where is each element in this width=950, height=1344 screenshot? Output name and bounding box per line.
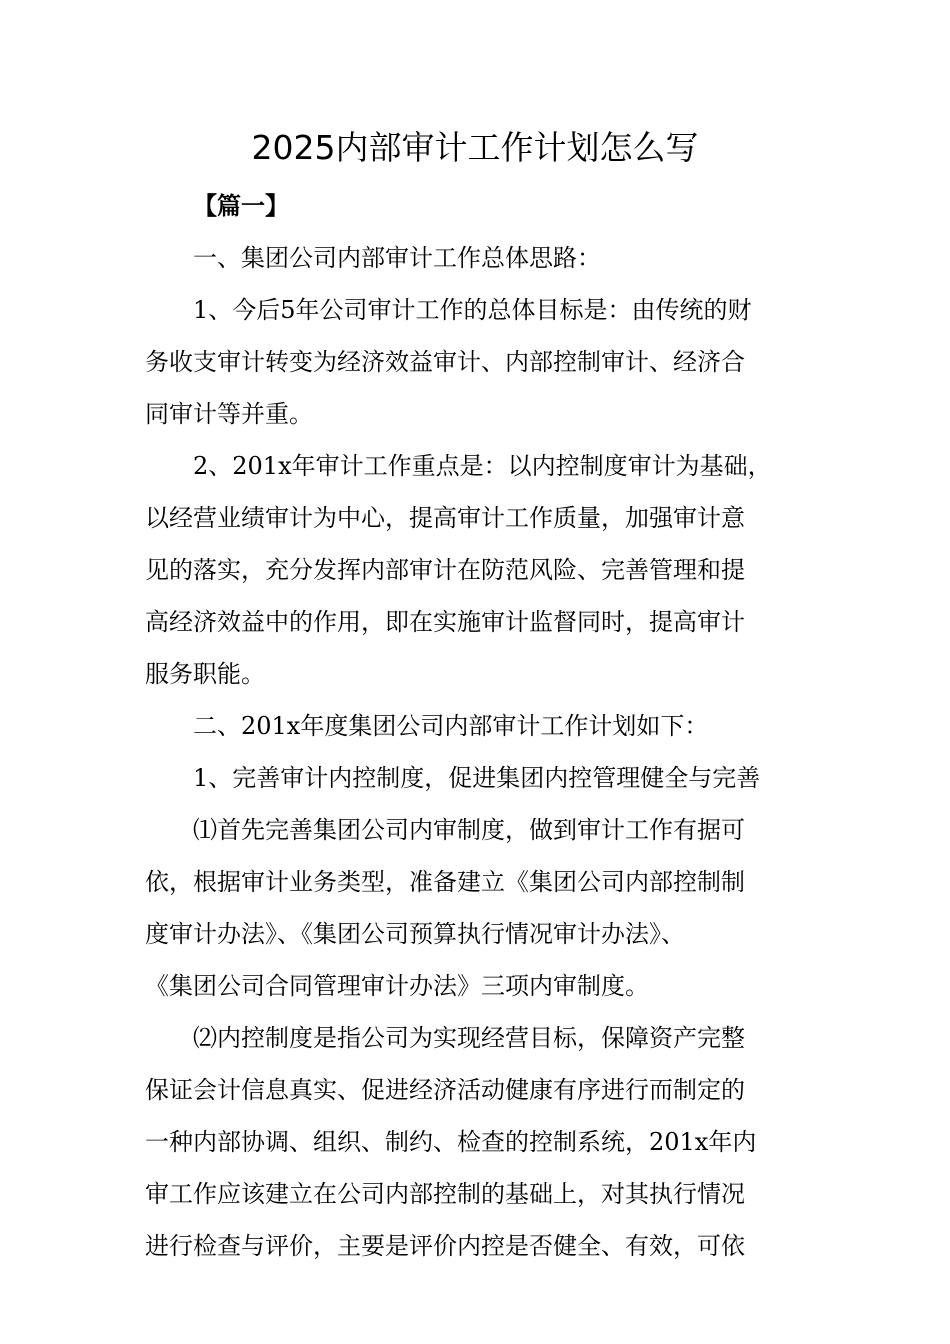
paragraph-line: ⑴首先完善集团公司内审制度，做到审计工作有据可 — [193, 816, 745, 844]
paragraph-line: 依，根据审计业务类型，准备建立《集团公司内部控制制 — [145, 868, 745, 896]
paragraph-line: 审工作应该建立在公司内部控制的基础上，对其执行情况 — [145, 1180, 745, 1208]
paragraph-line: 同审计等并重。 — [145, 400, 313, 428]
paragraph-line: 保证会计信息真实、促进经济活动健康有序进行而制定的 — [145, 1076, 745, 1104]
paragraph-line: 服务职能。 — [145, 660, 265, 688]
paragraph-line: 以经营业绩审计为中心，提高审计工作质量，加强审计意 — [145, 504, 745, 532]
paragraph-line: ⑵内控制度是指公司为实现经营目标，保障资产完整 — [193, 1024, 745, 1052]
paragraph-line: 2、201x年审计工作重点是：以内控制度审计为基础， — [193, 452, 772, 480]
paragraph-line: 二、201x年度集团公司内部审计工作计划如下： — [193, 712, 709, 740]
paragraph-line: 度审计办法》、《集团公司预算执行情况审计办法》、 — [145, 920, 685, 948]
paragraph-line: 一、集团公司内部审计工作总体思路： — [193, 244, 601, 272]
paragraph-line: 一种内部协调、组织、制约、检查的控制系统，201x年内 — [145, 1128, 757, 1156]
document-title: 2025内部审计工作计划怎么写 — [251, 128, 699, 167]
document-body — [145, 180, 810, 1272]
paragraph-line: 1、今后5年公司审计工作的总体目标是：由传统的财 — [193, 296, 752, 324]
paragraph-line: 1、完善审计内控制度，促进集团内控管理健全与完善 — [193, 764, 761, 792]
paragraph-line: 务收支审计转变为经济效益审计、内部控制审计、经济合 — [145, 348, 745, 376]
paragraph-line: 《集团公司合同管理审计办法》三项内审制度。 — [145, 972, 649, 1000]
section-heading: 【篇一】 — [193, 191, 289, 220]
paragraph-line: 高经济效益中的作用，即在实施审计监督同时，提高审计 — [145, 608, 745, 636]
paragraph-line: 见的落实，充分发挥内部审计在防范风险、完善管理和提 — [145, 556, 745, 584]
paragraph-line: 进行检查与评价，主要是评价内控是否健全、有效，可依 — [145, 1232, 745, 1260]
